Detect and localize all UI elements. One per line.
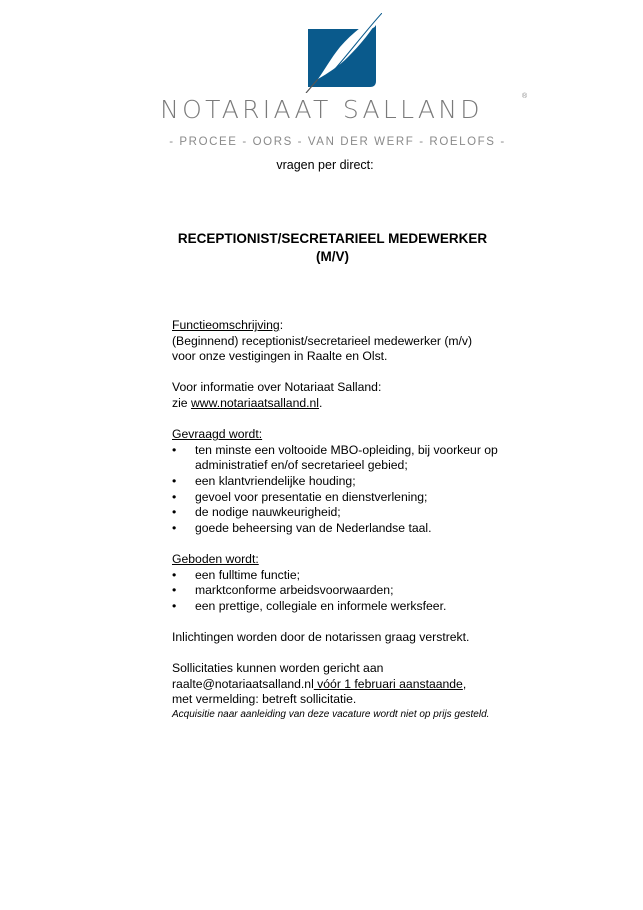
list-item: • ten minste een voltooide MBO-opleiding, bij voorkeur op administratief en/of secretarieel gebied; — [172, 443, 502, 474]
requirements-list — [172, 443, 502, 537]
info-line2 — [172, 396, 502, 412]
disclaimer: Acquisitie naar aanleiding van deze vacature wordt niet op prijs gesteld. — [172, 708, 490, 720]
partner-names: - PROCEE - OORS - VAN DER WERF - ROELOFS - — [169, 136, 506, 148]
brand-name: NOTARIAAT SALLAND — [160, 95, 483, 124]
list-item: • goede beheersing van de Nederlandse taal. — [172, 521, 502, 537]
list-item: • een klantvriendelijke houding; — [172, 474, 502, 490]
function-heading-text: Functieomschrijving — [172, 318, 280, 332]
offer-heading: Geboden wordt: — [172, 551, 259, 566]
info-line1: Voor informatie over Notariaat Salland: — [172, 380, 382, 395]
website-link[interactable]: www.notariaatsalland.nl — [190, 395, 320, 410]
info-prefix: zie — [172, 395, 191, 410]
function-heading-colon: : — [279, 318, 284, 332]
info-suffix: . — [319, 395, 323, 410]
email-link[interactable]: raalte@notariaatsalland.nl — [172, 676, 314, 691]
application-line3: met vermelding: betreft sollicitatie. — [172, 692, 357, 707]
list-item: • de nodige nauwkeurigheid; — [172, 505, 502, 521]
application-line2 — [172, 677, 502, 693]
function-line1: (Beginnend) receptionist/secretarieel medewerker (m/v) — [172, 333, 473, 348]
list-item: • gevoel voor presentatie en dienstverlening; — [172, 490, 502, 506]
intro-text: vragen per direct: — [276, 158, 374, 172]
deadline: vóór 1 februari aanstaande — [313, 676, 463, 691]
feather-logo-icon — [304, 13, 382, 93]
application-line1: Sollicitaties kunnen worden gericht aan — [172, 661, 384, 676]
job-title — [0, 230, 643, 266]
function-heading — [172, 318, 502, 334]
job-title-line2: (M/V) — [316, 249, 349, 264]
job-title-line1: RECEPTIONIST/SECRETARIEEL MEDEWERKER — [177, 231, 488, 246]
list-item: • een fulltime functie; — [172, 568, 502, 584]
inquiries-text: Inlichtingen worden door de notarissen graag verstrekt. — [172, 629, 470, 644]
list-item: • marktconforme arbeidsvoorwaarden; — [172, 583, 502, 599]
vacancy-body — [172, 318, 502, 722]
deadline-end: , — [462, 676, 467, 691]
function-line2: voor onze vestigingen in Raalte en Olst. — [172, 349, 388, 364]
registered-mark: ® — [522, 93, 528, 100]
requirements-heading: Gevraagd wordt: — [172, 427, 263, 442]
list-item: • een prettige, collegiale en informele werksfeer. — [172, 599, 502, 615]
offer-list — [172, 568, 502, 615]
